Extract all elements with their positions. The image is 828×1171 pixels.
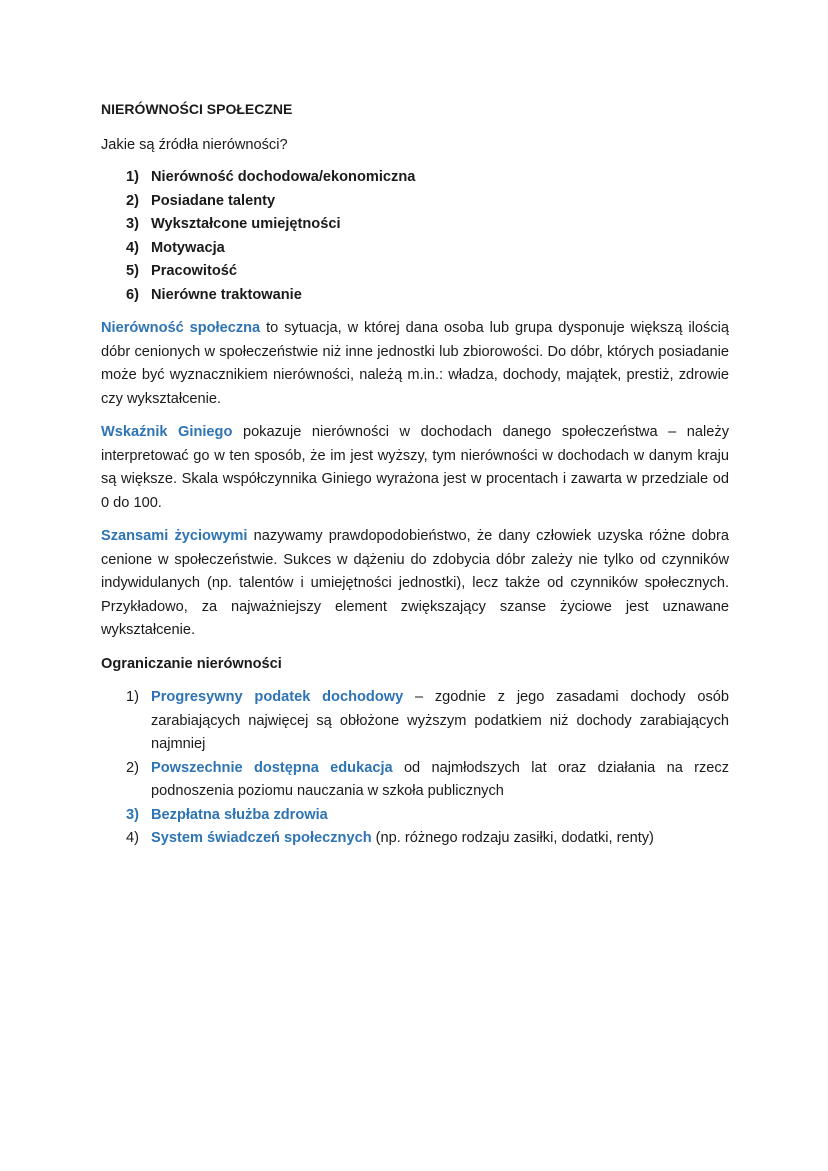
term-gini-index: Wskaźnik Giniego bbox=[101, 424, 233, 440]
list-item-text: Wykształcone umiejętności bbox=[151, 216, 341, 232]
list-number: 6) bbox=[126, 286, 139, 303]
list-item-body bbox=[151, 827, 729, 851]
list-item-body bbox=[151, 686, 729, 757]
list-item bbox=[126, 804, 729, 828]
term-life-chances: Szansami życiowymi bbox=[101, 528, 248, 544]
list-number: 2) bbox=[126, 192, 139, 209]
list-item-text: Motywacja bbox=[151, 239, 225, 256]
paragraph-social-inequality bbox=[101, 317, 729, 411]
list-item bbox=[126, 284, 729, 308]
list-item-text: od najmłodszych lat oraz działania na rzecz podnoszenia poziomu nauczania w szkoła publicznych bbox=[151, 759, 729, 799]
term-education: Powszechnie dostępna edukacja bbox=[151, 759, 393, 776]
paragraph-life-chances bbox=[101, 525, 729, 643]
list-number: 1) bbox=[126, 689, 139, 705]
list-item-text: – zgodnie z jego zasadami dochody osób zarabiających najwięcej są obłożone wyższym podatkiem niż dochody zarabiających najmniej bbox=[151, 689, 729, 752]
list-number: 2) bbox=[126, 759, 139, 776]
paragraph-text: to sytuacja, w której dana osoba lub grupa dysponuje większą ilością dóbr cenionych w społeczeństwie niż inne jednostki lub zbiorowości. Do dóbr, których posiadanie może być wyznacznikiem nierówności, należą m.in.: władza, dochody, majątek, prestiż, zdrowie czy wykształcenie. bbox=[101, 320, 729, 407]
list-item bbox=[126, 190, 729, 214]
list-item bbox=[126, 686, 729, 757]
term-free-healthcare: Bezpłatna służba zdrowia bbox=[151, 806, 328, 823]
list-item bbox=[126, 237, 729, 261]
limits-list bbox=[101, 686, 729, 851]
sources-list bbox=[101, 166, 729, 307]
list-item-text: Nierówne traktowanie bbox=[151, 286, 302, 303]
list-item bbox=[126, 166, 729, 190]
limits-heading: Ograniczanie nierówności bbox=[101, 655, 282, 672]
paragraph-text: pokazuje nierówności w dochodach danego społeczeństwa – należy interpretować go w ten sposób, że im jest wyższy, tym nierówności w dochodach w danym kraju są większe. Skala współczynnika Giniego wyrażona jest w procentach i zawarta w przedziale od 0 do 100. bbox=[101, 424, 729, 511]
list-number: 4) bbox=[126, 830, 139, 846]
paragraph-gini-index bbox=[101, 421, 729, 515]
list-item bbox=[126, 757, 729, 804]
list-number: 3) bbox=[126, 216, 139, 232]
list-item-text: Posiadane talenty bbox=[151, 192, 276, 209]
sources-question: Jakie są źródła nierówności? bbox=[101, 136, 288, 153]
term-social-inequality: Nierówność społeczna bbox=[101, 320, 261, 336]
document-page bbox=[101, 98, 729, 851]
list-item bbox=[126, 827, 729, 851]
list-number: 1) bbox=[126, 169, 139, 185]
list-number: 5) bbox=[126, 263, 139, 279]
list-item-body bbox=[151, 757, 729, 804]
paragraph-text: nazywamy prawdopodobieństwo, że dany człowiek uzyska różne dobra cenione w społeczeństwie. Sukces w dążeniu do zdobycia dóbr zależy nie tylko od czynników indywidulanych (np. talentów i umiejętności jednostki), lecz także od czynników społecznych. Przykładowo, za najważniejszy element zwiększający szanse życiowe jest uznawane wykształcenie. bbox=[101, 528, 729, 638]
list-item bbox=[126, 260, 729, 284]
list-item-text: Pracowitość bbox=[151, 263, 237, 279]
list-item-text: (np. różnego rodzaju zasiłki, dodatki, renty) bbox=[371, 830, 654, 846]
list-number: 3) bbox=[126, 806, 139, 823]
list-item-body bbox=[151, 804, 729, 828]
document-title: NIERÓWNOŚCI SPOŁECZNE bbox=[101, 101, 293, 117]
term-social-benefits: System świadczeń społecznych bbox=[151, 830, 372, 846]
list-number: 4) bbox=[126, 239, 139, 256]
term-progressive-tax: Progresywny podatek dochodowy bbox=[151, 689, 404, 705]
list-item bbox=[126, 213, 729, 237]
list-item-text: Nierówność dochodowa/ekonomiczna bbox=[151, 169, 416, 185]
